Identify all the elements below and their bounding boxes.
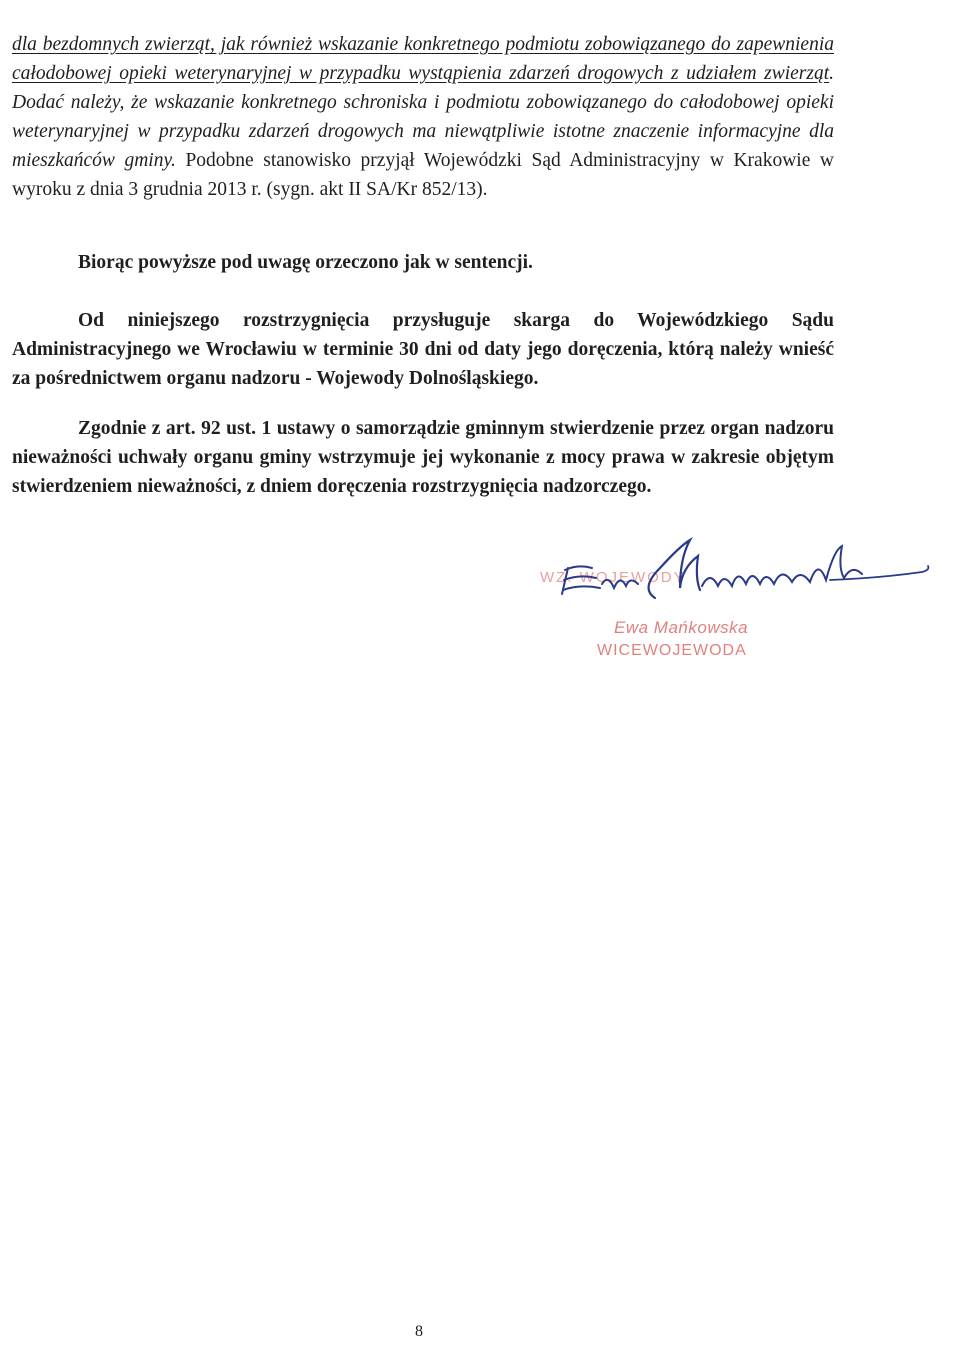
page-number: 8 [415,1323,423,1340]
legal-effect-paragraph: Zgodnie z art. 92 ust. 1 ustawy o samorządzie gminnym stwierdzenie przez organ nadzoru nieważności uchwały organu gminy wstrzymuje jej wykonanie z mocy prawa w zakresie objętym stwierdzeniem nieważności, z dniem doręczenia rozstrzygnięcia nadzorczego. [12,418,834,497]
signature-stamp-block [530,528,940,668]
paragraph-justification [12,30,834,204]
regular-segment: Podobne stanowisko przyjął Wojewódzki Sąd Administracyjny w Krakowie w wyroku z dnia 3 grudnia 2013 r. (sygn. akt II SA/Kr 852/13). [12,150,834,200]
underlined-italic-segment: dla bezdomnych zwierząt, jak również wskazanie konkretnego podmiotu zobowiązanego do zapewnienia całodobowej opieki weterynaryjnej w przypadku wystąpienia zdarzeń drogowych z udziałem zwierząt [12,34,834,84]
stamp-header-lettering: WZ. WOJEWODY [540,569,686,586]
conclusion-statement: Biorąc powyższe pod uwagę orzeczono jak w sentencji. [78,252,533,273]
signatory-name: Ewa Mańkowska [614,618,749,637]
italic-segment: . Dodać należy, że wskazanie konkretnego schroniska i podmiotu zobowiązanego do całodobowej opieki weterynaryjnej w przypadku zdarzeń drogowych ma niewątpliwie istotne znaczenie informacyjne dla mieszkańców gminy. [12,63,834,171]
signatory-title: WICEWOJEWODA [597,642,747,659]
appeal-instruction: Od niniejszego rozstrzygnięcia przysługuje skarga do Wojewódzkiego Sądu Administracyjnego we Wrocławiu w terminie 30 dni od daty jego doręczenia, którą należy wnieść za pośrednictwem organu nadzoru - Wojewody Dolnośląskiego. [12,310,834,389]
handwritten-signature [530,528,940,618]
